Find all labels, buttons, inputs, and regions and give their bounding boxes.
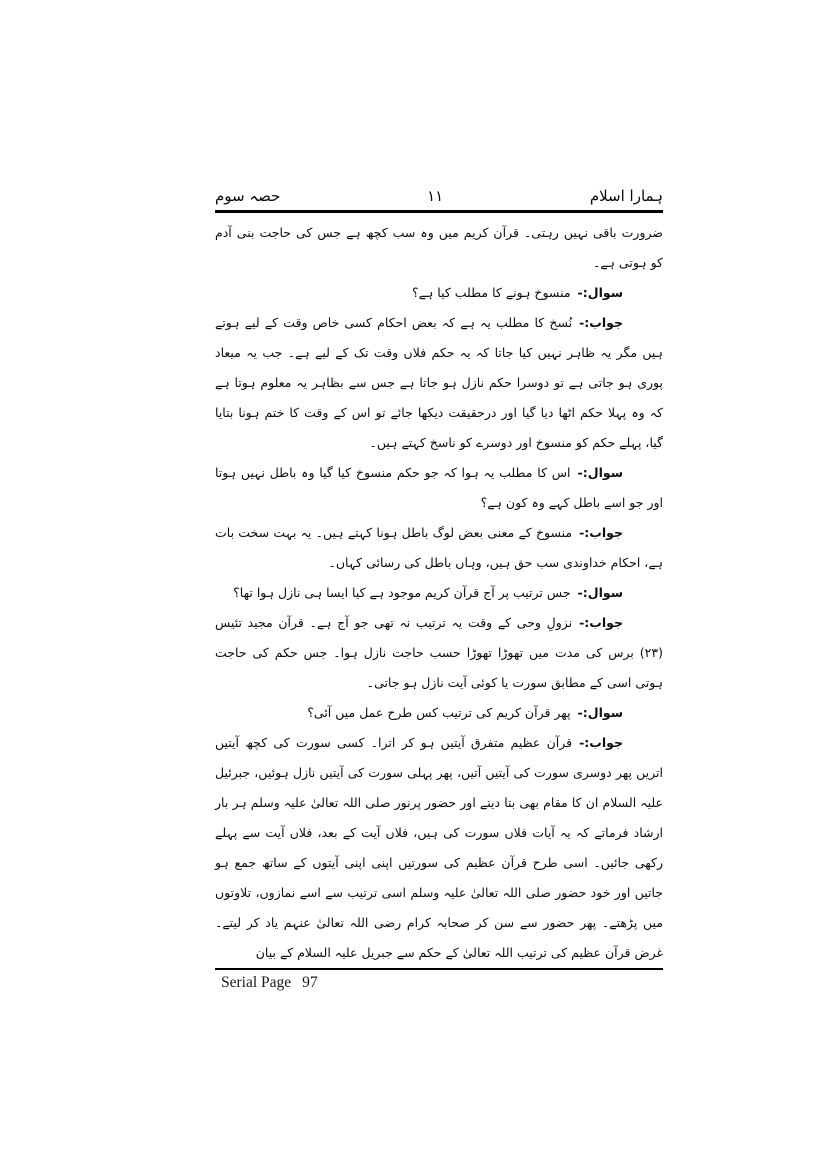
header-part-title: حصہ سوم: [215, 187, 281, 205]
question-label: سوال:-: [577, 585, 623, 600]
question-label: سوال:-: [577, 705, 623, 720]
book-page: [215, 186, 663, 993]
question-paragraph: [215, 698, 663, 728]
answer-text: منسوخ کے معنی بعض لوگ باطل ہونا کہتے ہیں۔ یہ بہت سخت بات ہے، احکام خداوندی سب حق ہیں، وہاں باطل کی رسائی کہاں۔: [215, 525, 663, 570]
answer-text: نزولِ وحی کے وقت یہ ترتیب نہ تھی جو آج ہے۔ قرآن مجید تئیس (۲۳) برس کی مدت میں تھوڑا تھوڑا حسب حاجت نازل ہوا۔ جس حکم کی حاجت ہوتی اسی کے مطابق سورت یا کوئی آیت نازل ہو جاتی۔: [215, 615, 663, 690]
question-text: منسوخ ہونے کا مطلب کیا ہے؟: [412, 285, 571, 300]
answer-label: جواب:-: [579, 615, 623, 630]
question-label: سوال:-: [577, 285, 623, 300]
answer-label: جواب:-: [579, 315, 623, 330]
answer-paragraph: [215, 518, 663, 578]
question-text: اس کا مطلب یہ ہوا کہ جو حکم منسوخ کیا گیا وہ باطل نہیں ہوتا اور جو اسے باطل کہے وہ کون ہے؟: [215, 465, 663, 510]
header-book-title: ہمارا اسلام: [589, 187, 663, 205]
answer-paragraph: [215, 608, 663, 698]
question-paragraph: [215, 458, 663, 518]
intro-paragraph: ضرورت باقی نہیں رہتی۔ قرآن کریم میں وہ سب کچھ ہے جس کی حاجت بنی آدم کو ہوتی ہے۔: [215, 225, 663, 270]
serial-page-number: 97: [302, 974, 318, 991]
page-body: [215, 218, 663, 968]
question-paragraph: [215, 578, 663, 608]
serial-page-label: Serial Page: [221, 974, 292, 991]
page-footer: [215, 968, 663, 993]
header-page-number: ۱۱: [427, 187, 444, 205]
question-paragraph: [215, 278, 663, 308]
answer-label: جواب:-: [579, 735, 623, 750]
answer-text: نُسخ کا مطلب یہ ہے کہ بعض احکام کسی خاص وقت کے لیے ہوتے ہیں مگر یہ ظاہر نہیں کیا جاتا کہ یہ حکم فلاں وقت تک کے لیے ہے۔ جب یہ میعاد پوری ہو جاتی ہے تو دوسرا حکم نازل ہو جاتا ہے جس سے بظاہر یہ معلوم ہوتا ہے کہ وہ پہلا حکم اٹھا دیا گیا اور درحقیقت دیکھا جائے تو اس کے وقت کا ختم ہونا بتایا گیا، پہلے حکم کو منسوخ اور دوسرے کو ناسخ کہتے ہیں۔: [215, 315, 663, 450]
answer-label: جواب:-: [579, 525, 623, 540]
answer-paragraph: [215, 728, 663, 968]
question-text: پھر قرآن کریم کی ترتیب کس طرح عمل میں آئی؟: [307, 705, 571, 720]
page-header: [215, 186, 663, 213]
answer-text: قرآن عظیم متفرق آیتیں ہو کر اترا۔ کسی سورت کی کچھ آیتیں اتریں پھر دوسری سورت کی آیتیں آتیں، پھر پہلی سورت کی آیتیں نازل ہوئیں، جبرئیل علیہ السلام ان کا مقام بھی بتا دیتے اور حضور پرنور صلی اللہ تعالیٰ علیہ وسلم ہر بار ارشاد فرماتے کہ یہ آیات فلاں سورت کی ہیں، فلاں آیت کے بعد، فلاں آیت سے پہلے رکھی جائیں۔ اسی طرح قرآن عظیم کی سورتیں اپنی اپنی آیتوں کے ساتھ جمع ہو جاتیں اور خود حضور صلی اللہ تعالیٰ علیہ وسلم اسی ترتیب سے اسے نمازوں، تلاوتوں میں پڑھتے۔ پھر حضور سے سن کر صحابہ کرام رضی اللہ تعالیٰ عنہم یاد کر لیتے۔ غرض قرآن عظیم کی ترتیب اللہ تعالیٰ کے حکم سے جبریل علیہ السلام کے بیان: [215, 735, 663, 960]
question-text: جس ترتیب پر آج قرآن کریم موجود ہے کیا ایسا ہی نازل ہوا تھا؟: [233, 585, 571, 600]
question-label: سوال:-: [577, 465, 623, 480]
answer-paragraph: [215, 308, 663, 458]
